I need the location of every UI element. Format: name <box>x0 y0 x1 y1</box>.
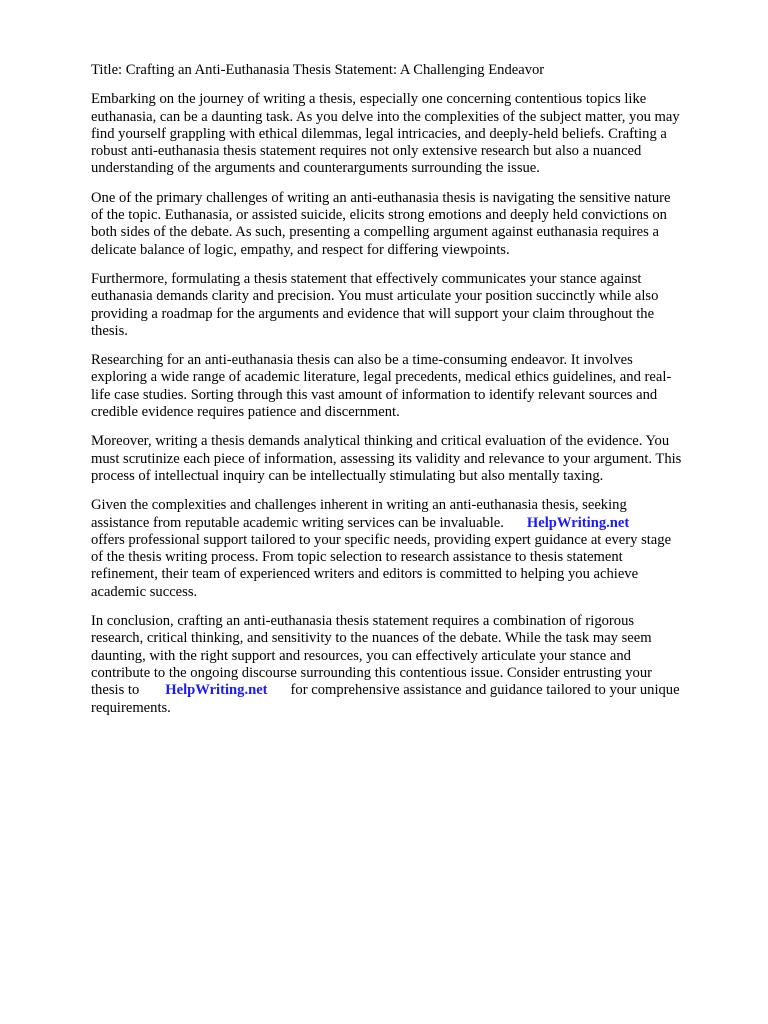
text-line: requirements. <box>91 699 171 716</box>
text-line: thesis. <box>91 322 128 339</box>
text-line: credible evidence requires patience and discernment. <box>91 404 400 421</box>
text-segment: assistance from reputable academic writing services can be invaluable. <box>91 514 504 531</box>
paragraph-challenges <box>91 190 728 259</box>
paragraph-intro <box>91 91 728 177</box>
text-line: find yourself grappling with ethical dilemmas, legal intricacies, and deeply-held beliefs. Crafting a <box>91 125 667 142</box>
text-line: of the thesis writing process. From topic selection to research assistance to thesis statement <box>91 549 623 566</box>
text-line: process of intellectual inquiry can be intellectually stimulating but also mentally taxing. <box>91 467 604 484</box>
paragraph-researching <box>91 352 728 421</box>
document-title: Title: Crafting an Anti-Euthanasia Thesis Statement: A Challenging Endeavor <box>91 62 545 78</box>
text-line: refinement, their team of experienced writers and editors is committed to helping you achieve <box>91 566 639 583</box>
text-line: euthanasia, can be a daunting task. As you delve into the complexities of the subject matter, you may <box>91 108 680 125</box>
text-line: Researching for an anti-euthanasia thesis can also be a time-consuming endeavor. It involves <box>91 352 633 369</box>
text-line: euthanasia demands clarity and precision. You must articulate your position succinctly while also <box>91 288 659 305</box>
text-line-with-link <box>91 515 728 532</box>
text-line: understanding of the arguments and counterarguments surrounding the issue. <box>91 160 540 177</box>
text-segment: for comprehensive assistance and guidance tailored to your unique <box>290 682 680 699</box>
text-line: must scrutinize each piece of information, assessing its validity and relevance to your argument. This <box>91 450 682 467</box>
text-line: life case studies. Sorting through this vast amount of information to identify relevant sources and <box>91 386 658 403</box>
text-line: exploring a wide range of academic literature, legal precedents, medical ethics guidelines, and real- <box>91 369 672 386</box>
paragraph-services <box>91 497 728 601</box>
text-line: One of the primary challenges of writing an anti-euthanasia thesis is navigating the sensitive nature <box>91 189 671 206</box>
text-line: Furthermore, formulating a thesis statement that effectively communicates your stance against <box>91 270 642 287</box>
text-line: Embarking on the journey of writing a thesis, especially one concerning contentious topics like <box>91 91 647 108</box>
text-line: both sides of the debate. As such, presenting a compelling argument against euthanasia requires a <box>91 224 659 241</box>
paragraph-formulating <box>91 271 728 340</box>
text-line: academic success. <box>91 583 198 600</box>
text-line: delicate balance of logic, empathy, and respect for differing viewpoints. <box>91 241 510 258</box>
text-line: research, critical thinking, and sensitivity to the nuances of the debate. While the task may seem <box>91 630 652 647</box>
text-line: of the topic. Euthanasia, or assisted suicide, elicits strong emotions and deeply held convictions on <box>91 207 667 224</box>
paragraph-conclusion <box>91 613 728 717</box>
helpwriting-link[interactable]: HelpWriting.net <box>165 682 268 699</box>
text-line: offers professional support tailored to your specific needs, providing expert guidance at every stage <box>91 531 672 548</box>
text-line: providing a roadmap for the arguments and evidence that will support your claim throughout the <box>91 305 655 322</box>
text-segment: thesis to <box>91 682 140 699</box>
text-line: Given the complexities and challenges inherent in writing an anti-euthanasia thesis, seeking <box>91 497 627 514</box>
text-line: contribute to the ongoing discourse surrounding this contentious issue. Consider entrusting your <box>91 664 652 681</box>
text-line: daunting, with the right support and resources, you can effectively articulate your stance and <box>91 647 631 664</box>
helpwriting-link[interactable]: HelpWriting.net <box>526 514 630 531</box>
paragraph-analytical <box>91 433 728 485</box>
text-line-with-link <box>91 682 728 699</box>
text-line: Moreover, writing a thesis demands analytical thinking and critical evaluation of the evidence. You <box>91 433 670 450</box>
text-line: robust anti-euthanasia thesis statement requires not only extensive research but also a nuanced <box>91 143 642 160</box>
text-line: In conclusion, crafting an anti-euthanasia thesis statement requires a combination of rigorous <box>91 613 635 630</box>
